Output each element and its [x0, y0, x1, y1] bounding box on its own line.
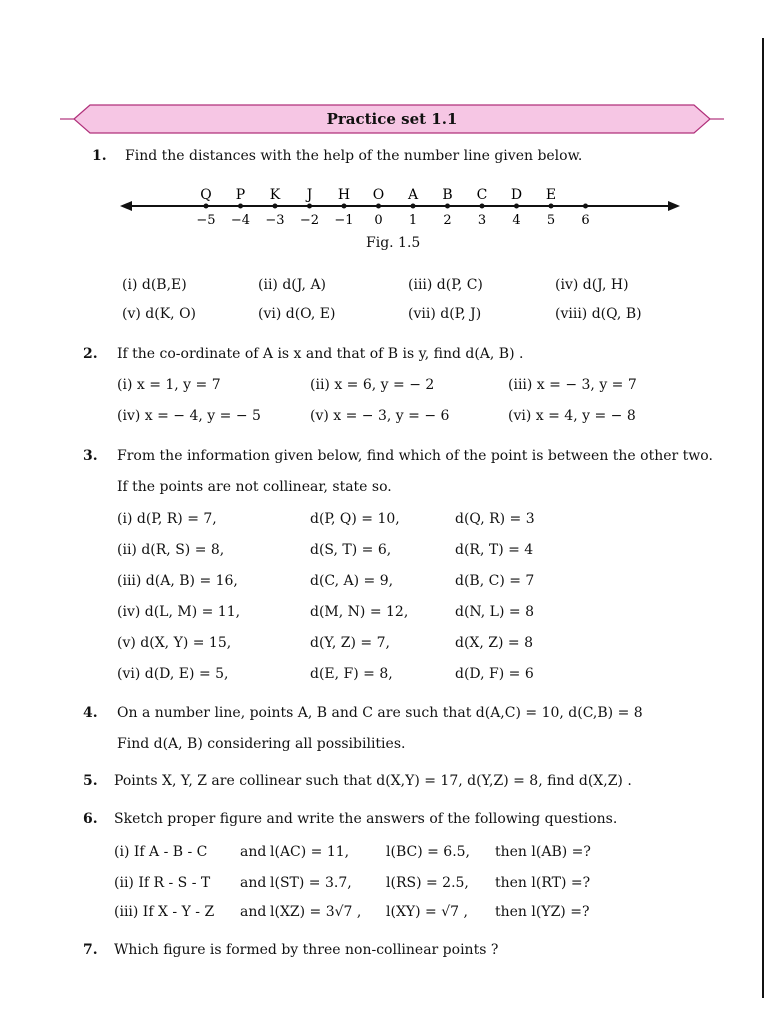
left-arrow-icon [120, 201, 132, 211]
question-text: Find the distances with the help of the number line given below. [125, 148, 583, 164]
question-number: 6. [83, 811, 98, 827]
number-line-point [307, 204, 312, 209]
q3-cell: d(N, L) = 8 [455, 604, 534, 620]
q2-part: (ii) x = 6, y = − 2 [310, 377, 435, 393]
q1-part: (viii) d(Q, B) [555, 306, 642, 322]
q1-part: (iv) d(J, H) [555, 277, 629, 293]
q2-part: (iii) x = − 3, y = 7 [508, 377, 637, 393]
question-text: Points X, Y, Z are collinear such that d(X,Y) = 17, d(Y,Z) = 8, find d(X,Z) . [114, 773, 632, 789]
q3-cell: d(Q, R) = 3 [455, 511, 535, 527]
q6-cell: l(AC) = 11, [270, 844, 350, 860]
q3-cell: (v) d(X, Y) = 15, [117, 635, 232, 651]
number-line-point [238, 204, 243, 209]
number-line-point [342, 204, 347, 209]
question-text: Sketch proper figure and write the answers of the following questions. [114, 811, 618, 827]
question-number: 5. [83, 773, 98, 789]
q1-part: (vii) d(P, J) [408, 306, 482, 322]
question-number: 2. [83, 346, 98, 362]
page-title: Practice set 1.1 [326, 110, 458, 128]
q6-cell: and [240, 875, 267, 891]
number-line-point [514, 204, 519, 209]
question-number: 3. [83, 448, 98, 464]
number-line-point [583, 204, 588, 209]
q6-cell: (iii) If X - Y - Z [114, 904, 215, 920]
q6-cell: and [240, 844, 267, 860]
number-line-point [549, 204, 554, 209]
practice-set-banner [60, 102, 724, 136]
right-arrow-icon [668, 201, 680, 211]
question-text: If the co-ordinate of A is x and that of B is y, find d(A, B) . [117, 346, 524, 362]
number-line-point-label: A [407, 187, 419, 203]
q2-part: (iv) x = − 4, y = − 5 [117, 408, 261, 424]
q6-cell: then l(AB) =? [495, 844, 591, 860]
q6-cell: l(XY) = √7 , [386, 904, 468, 920]
number-line-tick-label: −4 [230, 213, 251, 228]
q3-cell: (iv) d(L, M) = 11, [117, 604, 241, 620]
q6-cell: (i) If A - B - C [114, 844, 208, 860]
q3-cell: d(E, F) = 8, [310, 666, 393, 682]
number-line-tick-label: 4 [512, 213, 521, 228]
number-line-tick-label: 1 [408, 213, 418, 228]
number-line-point [204, 204, 209, 209]
number-line-tick-label: 6 [581, 213, 590, 228]
number-line-tick-label: 5 [546, 213, 556, 228]
q3-cell: (vi) d(D, E) = 5, [117, 666, 229, 682]
number-line [120, 178, 680, 234]
page-right-border [762, 38, 764, 998]
number-line-tick-label: −5 [196, 213, 216, 228]
q6-cell: then l(RT) =? [495, 875, 591, 891]
number-line-tick-label: 2 [443, 213, 452, 228]
q1-part: (i) d(B,E) [122, 277, 187, 293]
number-line-point [445, 204, 450, 209]
number-line-point-label: E [545, 187, 557, 203]
question-text: From the information given below, find which of the point is between the other two. [117, 448, 713, 464]
q3-cell: d(Y, Z) = 7, [310, 635, 390, 651]
q1-part: (ii) d(J, A) [258, 277, 327, 293]
question-text-continued: Find d(A, B) considering all possibilities. [117, 736, 406, 752]
q6-cell: and [240, 904, 267, 920]
number-line-point [480, 204, 485, 209]
number-line-point-label: K [269, 187, 281, 203]
number-line-point-label: H [337, 187, 351, 203]
number-line-point-label: J [306, 187, 313, 203]
question-number: 1. [92, 148, 107, 164]
q2-part: (v) x = − 3, y = − 6 [310, 408, 450, 424]
question-number: 7. [83, 942, 98, 958]
q1-part: (iii) d(P, C) [408, 277, 483, 293]
q6-cell: l(ST) = 3.7, [270, 875, 352, 891]
q3-cell: d(S, T) = 6, [310, 542, 392, 558]
question-text-continued: If the points are not collinear, state so. [117, 479, 392, 495]
number-line-point-label: O [372, 187, 385, 203]
number-line-point-label: C [476, 187, 488, 203]
number-line-tick-label: 3 [477, 213, 487, 228]
q3-cell: (ii) d(R, S) = 8, [117, 542, 225, 558]
q2-part: (i) x = 1, y = 7 [117, 377, 221, 393]
q6-cell: l(XZ) = 3√7 , [270, 904, 362, 920]
q1-part: (v) d(K, O) [122, 306, 197, 322]
q2-part: (vi) x = 4, y = − 8 [508, 408, 636, 424]
q3-cell: d(R, T) = 4 [455, 542, 534, 558]
q3-cell: d(D, F) = 6 [455, 666, 534, 682]
number-line-point-label: B [442, 187, 453, 203]
question-text: Which figure is formed by three non-collinear points ? [114, 942, 499, 958]
q1-part: (vi) d(O, E) [258, 306, 336, 322]
number-line-tick-label: 0 [374, 213, 383, 228]
number-line-point [376, 204, 381, 209]
q3-cell: d(M, N) = 12, [310, 604, 409, 620]
number-line-point-label: D [510, 187, 523, 203]
number-line-point-label: P [235, 187, 246, 203]
q3-cell: (i) d(P, R) = 7, [117, 511, 217, 527]
number-line-point [411, 204, 416, 209]
number-line-tick-label: −2 [299, 213, 320, 228]
q3-cell: d(P, Q) = 10, [310, 511, 400, 527]
number-line-point-label: Q [200, 187, 212, 203]
number-line-tick-label: −1 [334, 213, 354, 228]
q3-cell: d(B, C) = 7 [455, 573, 535, 589]
q3-cell: d(C, A) = 9, [310, 573, 394, 589]
q3-cell: (iii) d(A, B) = 16, [117, 573, 238, 589]
number-line-tick-label: −3 [265, 213, 285, 228]
q6-cell: (ii) If R - S - T [114, 875, 211, 891]
question-number: 4. [83, 705, 98, 721]
q6-cell: l(BC) = 6.5, [386, 844, 471, 860]
number-line-point [273, 204, 278, 209]
question-text: On a number line, points A, B and C are such that d(A,C) = 10, d(C,B) = 8 [117, 705, 643, 721]
number-line-figure [120, 178, 680, 234]
q6-cell: then l(YZ) =? [495, 904, 590, 920]
q3-cell: d(X, Z) = 8 [455, 635, 534, 651]
figure-caption: Fig. 1.5 [366, 235, 421, 251]
q6-cell: l(RS) = 2.5, [386, 875, 469, 891]
